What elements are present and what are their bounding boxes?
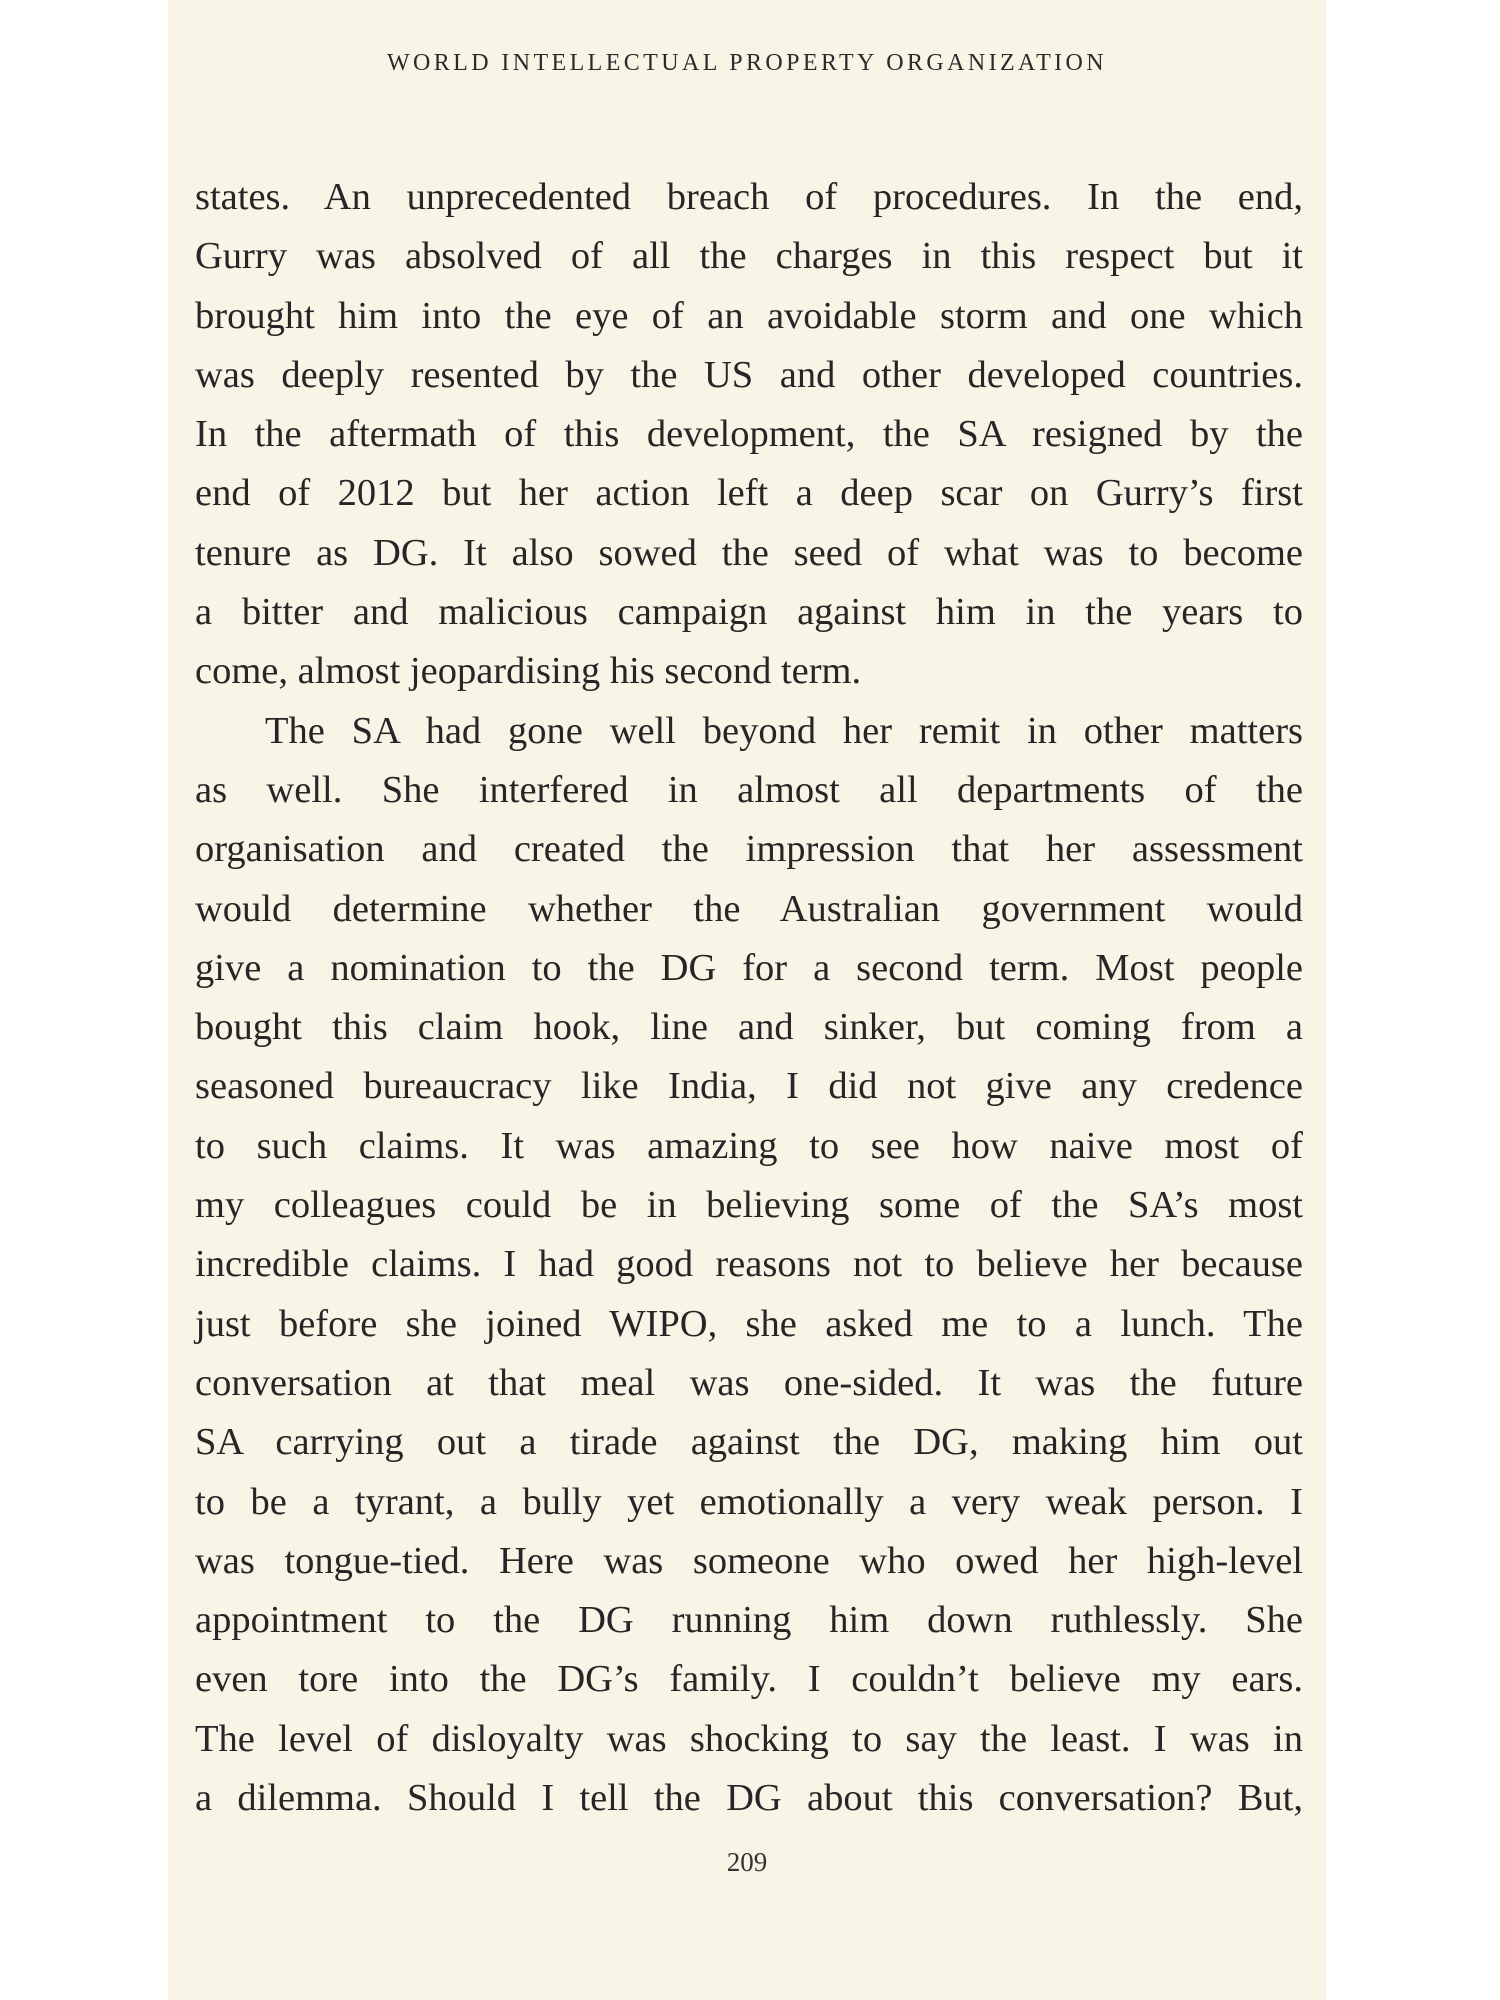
text-line: to such claims. It was amazing to see how naive most of [195,1124,1303,1167]
text-line: conversation at that meal was one-sided. It was the future [195,1361,1303,1404]
running-header: WORLD INTELLECTUAL PROPERTY ORGANIZATION [386,50,1108,76]
text-line: give a nomination to the DG for a second term. Most people [195,946,1303,989]
text-line: appointment to the DG running him down ruthlessly. She [195,1599,1303,1642]
text-line: just before she joined WIPO, she asked me to a lunch. The [195,1302,1303,1345]
text-line: would determine whether the Australian government would [195,887,1303,930]
text-line-paragraph-end: come, almost jeopardising his second term. [195,650,862,693]
text-line: Gurry was absolved of all the charges in this respect but it [195,235,1303,278]
text-line: incredible claims. I had good reasons not to believe her because [195,1243,1303,1286]
text-line: SA carrying out a tirade against the DG, making him out [195,1421,1303,1464]
text-line: even tore into the DG’s family. I couldn’t believe my ears. [195,1658,1303,1701]
text-line: my colleagues could be in believing some of the SA’s most [195,1184,1303,1227]
text-line: brought him into the eye of an avoidable storm and one which [195,294,1303,337]
text-line: tenure as DG. It also sowed the seed of what was to become [195,531,1303,574]
text-line: a dilemma. Should I tell the DG about this conversation? But, [195,1777,1303,1820]
page-number: 209 [726,1847,768,1877]
text-line: seasoned bureaucracy like India, I did not give any credence [195,1065,1303,1108]
text-line: as well. She interfered in almost all departments of the [195,768,1303,811]
text-line-paragraph-start: The SA had gone well beyond her remit in other matters [265,709,1303,752]
text-line: a bitter and malicious campaign against him in the years to [195,591,1303,634]
text-line: to be a tyrant, a bully yet emotionally a very weak person. I [195,1480,1303,1523]
text-line: was deeply resented by the US and other developed countries. [195,353,1303,396]
body-text [195,168,1303,1828]
text-line: was tongue-tied. Here was someone who owed her high-level [195,1539,1303,1582]
book-page [168,0,1326,2000]
text-line: states. An unprecedented breach of procedures. In the end, [195,176,1303,218]
text-line: organisation and created the impression that her assessment [195,828,1303,871]
text-line: end of 2012 but her action left a deep scar on Gurry’s first [195,472,1303,515]
text-line: In the aftermath of this development, the SA resigned by the [195,413,1303,456]
text-line: bought this claim hook, line and sinker, but coming from a [195,1006,1303,1049]
text-line: The level of disloyalty was shocking to say the least. I was in [195,1717,1303,1760]
